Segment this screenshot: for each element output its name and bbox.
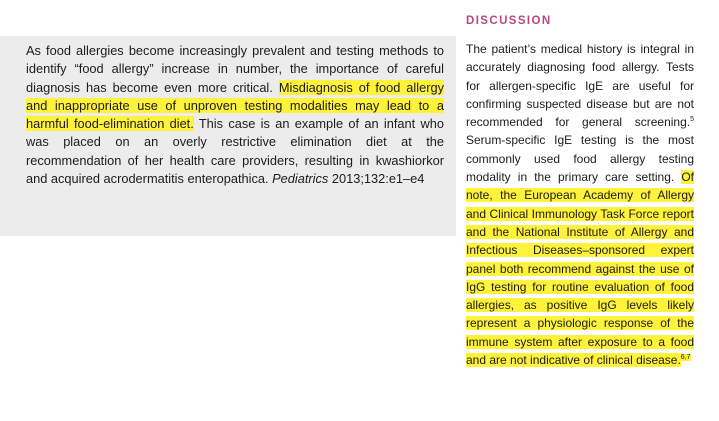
discussion-highlighted-text: Of note, the European Academy of Allergy and Clinical Immunology Task Force report and the National Institute of Allergy and Infectious Diseases–sponsored expert panel both recommend against the use of IgG testing for routine evaluation of food allergies, as positive IgG levels likely represent a physiologic response of the immune system after exposure to a food and are not indicative of clinical disease. [466,170,694,368]
journal-citation: 2013;132:e1–e4 [328,171,425,187]
journal-name: Pediatrics [272,171,329,187]
reference-superscript: 5 [690,116,694,124]
reference-superscript: 6,7 [680,354,691,362]
discussion-section [466,14,694,369]
abstract-paragraph [26,42,444,188]
abstract-highlighted-text: Misdiagnosis of food allergy and inappropriate use of unproven testing modalities may lead to a harmful food-elimination diet. [26,79,444,132]
discussion-heading: DISCUSSION [466,15,552,27]
abstract-rest-text: This case is an example of an infant who was placed on an overly restrictive elimination diet at the recommendation of her health care providers, resulting in kwashiorkor and acquired acrodermatitis enteropathica. [26,116,444,187]
discussion-text-2: Serum-specific IgE testing is the most commonly used food allergy testing modality in the primary care setting. [466,133,694,185]
discussion-text-1: The patient’s medical history is integral in accurately diagnosing food allergy. Tests for allergen-specific IgE are useful for confirming suspected disease but are not recommended for general screening. [466,42,694,130]
discussion-paragraph [466,40,694,369]
abstract-lead-text: As food allergies become increasingly prevalent and testing methods to identify “food allergy” increase in number, the importance of careful diagnosis has become even more critical. [26,43,444,95]
